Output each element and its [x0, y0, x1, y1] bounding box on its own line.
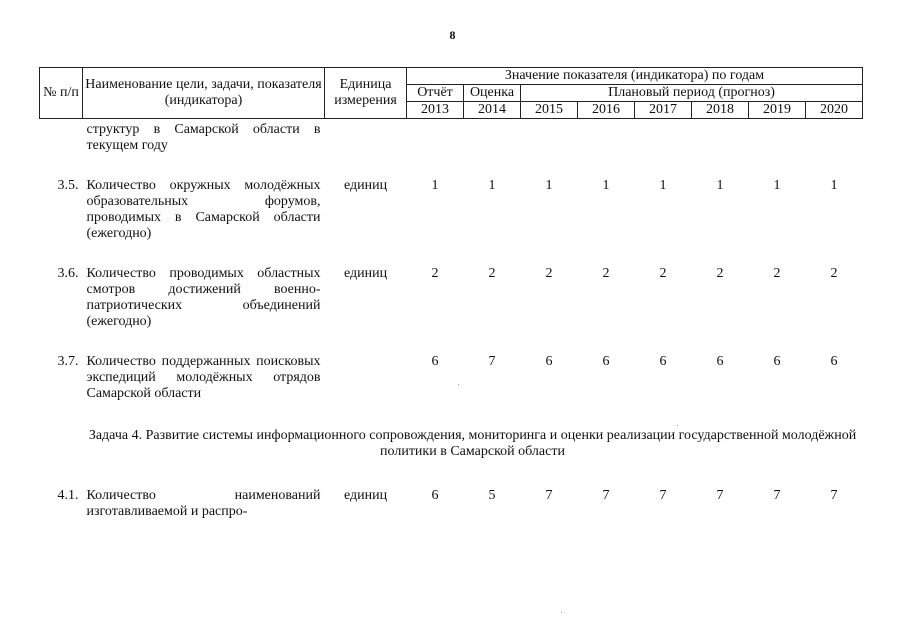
- table-row: [40, 176, 863, 242]
- row-value: 1: [431, 178, 439, 193]
- header-name: Наименование цели, задачи, показателя (индикатора): [83, 68, 325, 119]
- row-value: 2: [716, 266, 724, 281]
- row-value: 6: [545, 354, 553, 369]
- table-row: [40, 352, 863, 402]
- table-row-continuation: [40, 119, 863, 155]
- table-header: [40, 68, 863, 119]
- row-value: 7: [716, 488, 724, 503]
- row-name: Количество проводимых областных смотров достижений военно-патриотических объединений (ежегодно): [86, 266, 321, 329]
- row-value: 2: [773, 266, 781, 281]
- row-num: 4.1.: [57, 488, 79, 503]
- header-year: 2017: [635, 102, 692, 119]
- header-year: 2016: [578, 102, 635, 119]
- row-value: 2: [545, 266, 553, 281]
- row-name: Количество поддержанных поисковых экспедиций молодёжных отрядов Самарской области: [86, 354, 321, 401]
- row-value: 1: [659, 178, 667, 193]
- row-value: 1: [773, 178, 781, 193]
- row-value: 1: [830, 178, 838, 193]
- row-value: 7: [659, 488, 667, 503]
- row-value: 6: [431, 488, 439, 503]
- row-num: 3.5.: [57, 178, 79, 193]
- row-value: 1: [602, 178, 610, 193]
- row-value: 2: [830, 266, 838, 281]
- indicator-table: [39, 67, 863, 520]
- row-unit: единиц: [343, 178, 388, 193]
- row-value: 6: [431, 354, 439, 369]
- row-value: 6: [716, 354, 724, 369]
- task-row: [40, 428, 863, 460]
- task-heading: Задача 4. Развитие системы информационного сопровождения, мониторинга и оценки реализации государственной молодёжной политики в Самарской области: [88, 428, 857, 459]
- row-value: 6: [830, 354, 838, 369]
- row-value: 7: [545, 488, 553, 503]
- row-value: 1: [716, 178, 724, 193]
- header-estimate: Оценка: [464, 85, 521, 102]
- header-unit: Единица измерения: [325, 68, 407, 119]
- row-num: 3.6.: [57, 266, 79, 281]
- row-value: 1: [545, 178, 553, 193]
- row-value: 2: [488, 266, 496, 281]
- scan-speck: [561, 612, 562, 613]
- header-year: 2013: [407, 102, 464, 119]
- header-year: 2014: [464, 102, 521, 119]
- row-value: 2: [659, 266, 667, 281]
- row-value: 6: [659, 354, 667, 369]
- row-value: 6: [602, 354, 610, 369]
- row-unit: [325, 352, 407, 402]
- page-number: 8: [449, 28, 456, 42]
- scan-speck: [458, 384, 459, 385]
- row-value: 7: [488, 354, 496, 369]
- header-year: 2018: [692, 102, 749, 119]
- table-row: [40, 264, 863, 330]
- row-unit: единиц: [343, 266, 388, 281]
- row-value: 7: [830, 488, 838, 503]
- header-year: 2020: [806, 102, 863, 119]
- header-year: 2015: [521, 102, 578, 119]
- scan-speck: [677, 425, 678, 426]
- row-unit: единиц: [343, 488, 388, 503]
- table-row: [40, 486, 863, 520]
- row-value: 6: [773, 354, 781, 369]
- row-value: 1: [488, 178, 496, 193]
- header-report: Отчёт: [407, 85, 464, 102]
- row-value: 2: [431, 266, 439, 281]
- row-name: Количество окружных молодёжных образовательных форумов, проводимых в Самарской области (ежегодно): [86, 178, 321, 241]
- header-num: № п/п: [40, 68, 83, 119]
- row-num: 3.7.: [57, 354, 79, 369]
- row-value: 2: [602, 266, 610, 281]
- header-year: 2019: [749, 102, 806, 119]
- header-plan-period: Плановый период (прогноз): [521, 85, 863, 102]
- row-value: 7: [602, 488, 610, 503]
- row-name: Количество наименований изготавливаемой и распро-: [86, 488, 321, 519]
- row-name: структур в Самарской области в текущем году: [86, 122, 321, 153]
- row-value: 5: [488, 488, 496, 503]
- header-values-group: Значение показателя (индикатора) по годам: [407, 68, 863, 85]
- row-value: 7: [773, 488, 781, 503]
